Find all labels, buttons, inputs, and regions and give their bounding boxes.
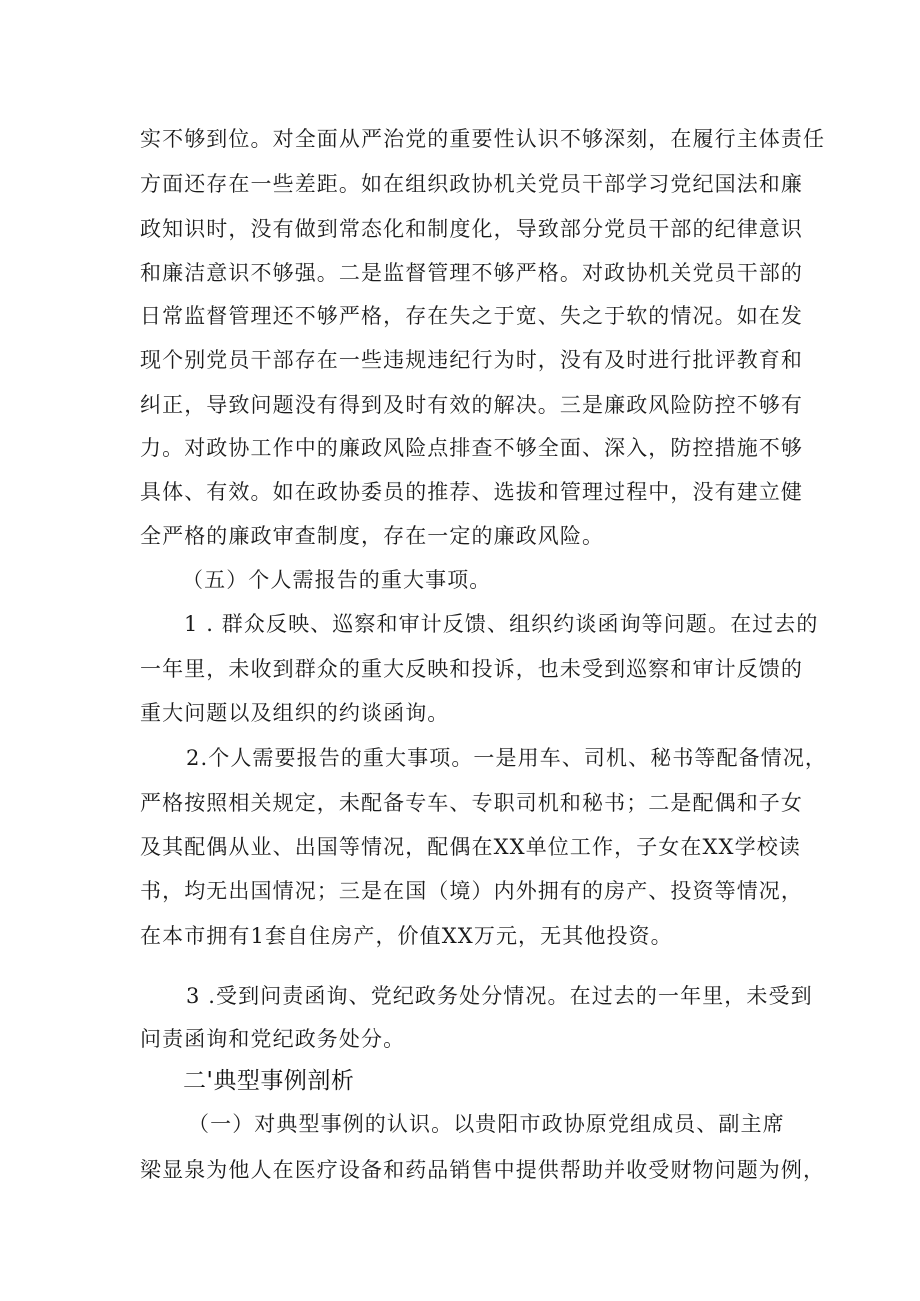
paragraph-line: 方面还存在一些差距。如在组织政协机关党员干部学习党纪国法和廉 [140, 172, 803, 196]
paragraph-line: 日常监督管理还不够严格，存在失之于宽、失之于软的情况。如在发 [140, 304, 803, 328]
paragraph-line: 和廉洁意识不够强。二是监督管理不够严格。对政协机关党员干部的 [140, 261, 803, 285]
paragraph-line: 问责函询和党纪政务处分。 [140, 1027, 406, 1051]
paragraph-line: 1 . 群众反映、巡察和审计反馈、组织约谈函询等问题。在过去的 [184, 612, 819, 636]
section-heading: 二'典型事例剖析 [183, 1068, 355, 1094]
paragraph-line: （一）对典型事例的认识。以贵阳市政协原党组成员、副主席 [188, 1112, 785, 1136]
paragraph-line: 3 .受到问责函询、党纪政务处分情况。在过去的一年里，未受到 [186, 984, 813, 1008]
paragraph-line: 一年里，未收到群众的重大反映和投诉，也未受到巡察和审计反馈的 [140, 657, 803, 681]
paragraph-line: 梁显泉为他人在医疗设备和药品销售中提供帮助并收受财物问题为例， [140, 1158, 826, 1182]
paragraph-line: 在本市拥有1套自住房产，价值XX万元，无其他投资。 [140, 924, 673, 948]
paragraph-line: 书，均无出国情况；三是在国（境）内外拥有的房产、投资等情况， [140, 879, 803, 903]
paragraph-line: 重大问题以及组织的约谈函询。 [140, 701, 450, 725]
paragraph-line: 2.个人需要报告的重大事项。一是用车、司机、秘书等配备情况， [186, 746, 828, 770]
paragraph-line: 实不够到位。对全面从严治党的重要性认识不够深刻，在履行主体责任 [140, 127, 826, 151]
paragraph-line: 纠正，导致问题没有得到及时有效的解决。三是廉政风险防控不够有 [140, 393, 803, 417]
paragraph-line: 全严格的廉政审查制度，存在一定的廉政风险。 [140, 524, 605, 548]
paragraph-line: 严格按照相关规定，未配备专车、专职司机和秘书；二是配偶和子女 [140, 791, 803, 815]
paragraph-line: 具体、有效。如在政协委员的推荐、选拔和管理过程中，没有建立健 [140, 480, 803, 504]
paragraph-line: 力。对政协工作中的廉政风险点排查不够全面、深入，防控措施不够 [140, 436, 803, 460]
paragraph-line: 现个别党员干部存在一些违规违纪行为时，没有及时进行批评教育和 [140, 348, 803, 372]
paragraph-line: 及其配偶从业、出国等情况，配偶在XX单位工作，子女在XX学校读 [140, 835, 801, 859]
paragraph-line: 政知识时，没有做到常态化和制度化，导致部分党员干部的纪律意识 [140, 217, 803, 241]
subsection-heading: （五）个人需报告的重大事项。 [182, 568, 492, 592]
